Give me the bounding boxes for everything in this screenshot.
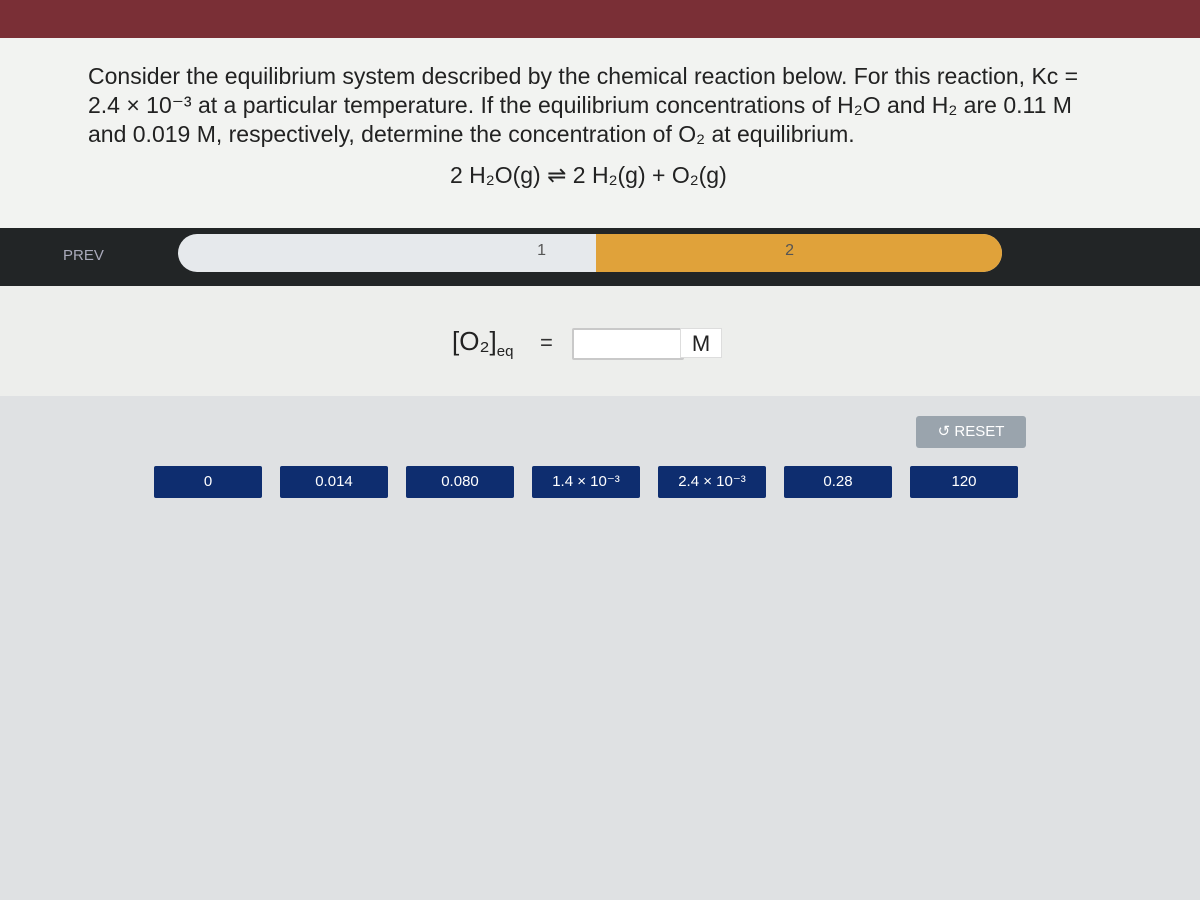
answer-tile[interactable]: 0: [154, 466, 262, 498]
answer-tile[interactable]: 120: [910, 466, 1018, 498]
step-progress: [178, 234, 1002, 272]
answer-area: [0, 286, 1200, 396]
reaction-equation: 2 H₂O(g) ⇌ 2 H₂(g) + O₂(g): [450, 162, 727, 188]
reset-icon: ↺: [937, 423, 955, 440]
answer-input[interactable]: [572, 328, 684, 360]
step-1-button[interactable]: 1: [537, 242, 546, 259]
answer-tile[interactable]: 2.4 × 10⁻³: [658, 466, 766, 498]
question-panel: [0, 38, 1200, 230]
step-navigation: [0, 228, 1200, 286]
unit-label: M: [680, 328, 722, 358]
equals-sign: =: [540, 330, 553, 355]
answer-tile[interactable]: 0.28: [784, 466, 892, 498]
top-bar: [0, 0, 1200, 42]
question-text: Consider the equilibrium system described by the chemical reaction below. For this reaction, Kc = 2.4 × 10⁻³ at a particular temperature. If the equilibrium concentrations of H₂O and H₂ are 0.11 M and 0.019 M, respectively, determine the concentration of O₂ at equilibrium.: [88, 63, 1079, 147]
answer-tile[interactable]: 0.014: [280, 466, 388, 498]
answer-tile[interactable]: 0.080: [406, 466, 514, 498]
answer-label: [452, 326, 513, 360]
answer-tile[interactable]: 1.4 × 10⁻³: [532, 466, 640, 498]
prev-button[interactable]: PREV: [63, 247, 104, 264]
step-2-button[interactable]: 2: [596, 234, 1002, 272]
answer-label-subscript: eq: [496, 343, 514, 361]
reset-button[interactable]: [916, 416, 1026, 448]
reset-label: RESET: [954, 423, 1005, 440]
answer-label-text: [O₂]: [452, 326, 497, 356]
answer-tiles-area: [0, 396, 1200, 900]
